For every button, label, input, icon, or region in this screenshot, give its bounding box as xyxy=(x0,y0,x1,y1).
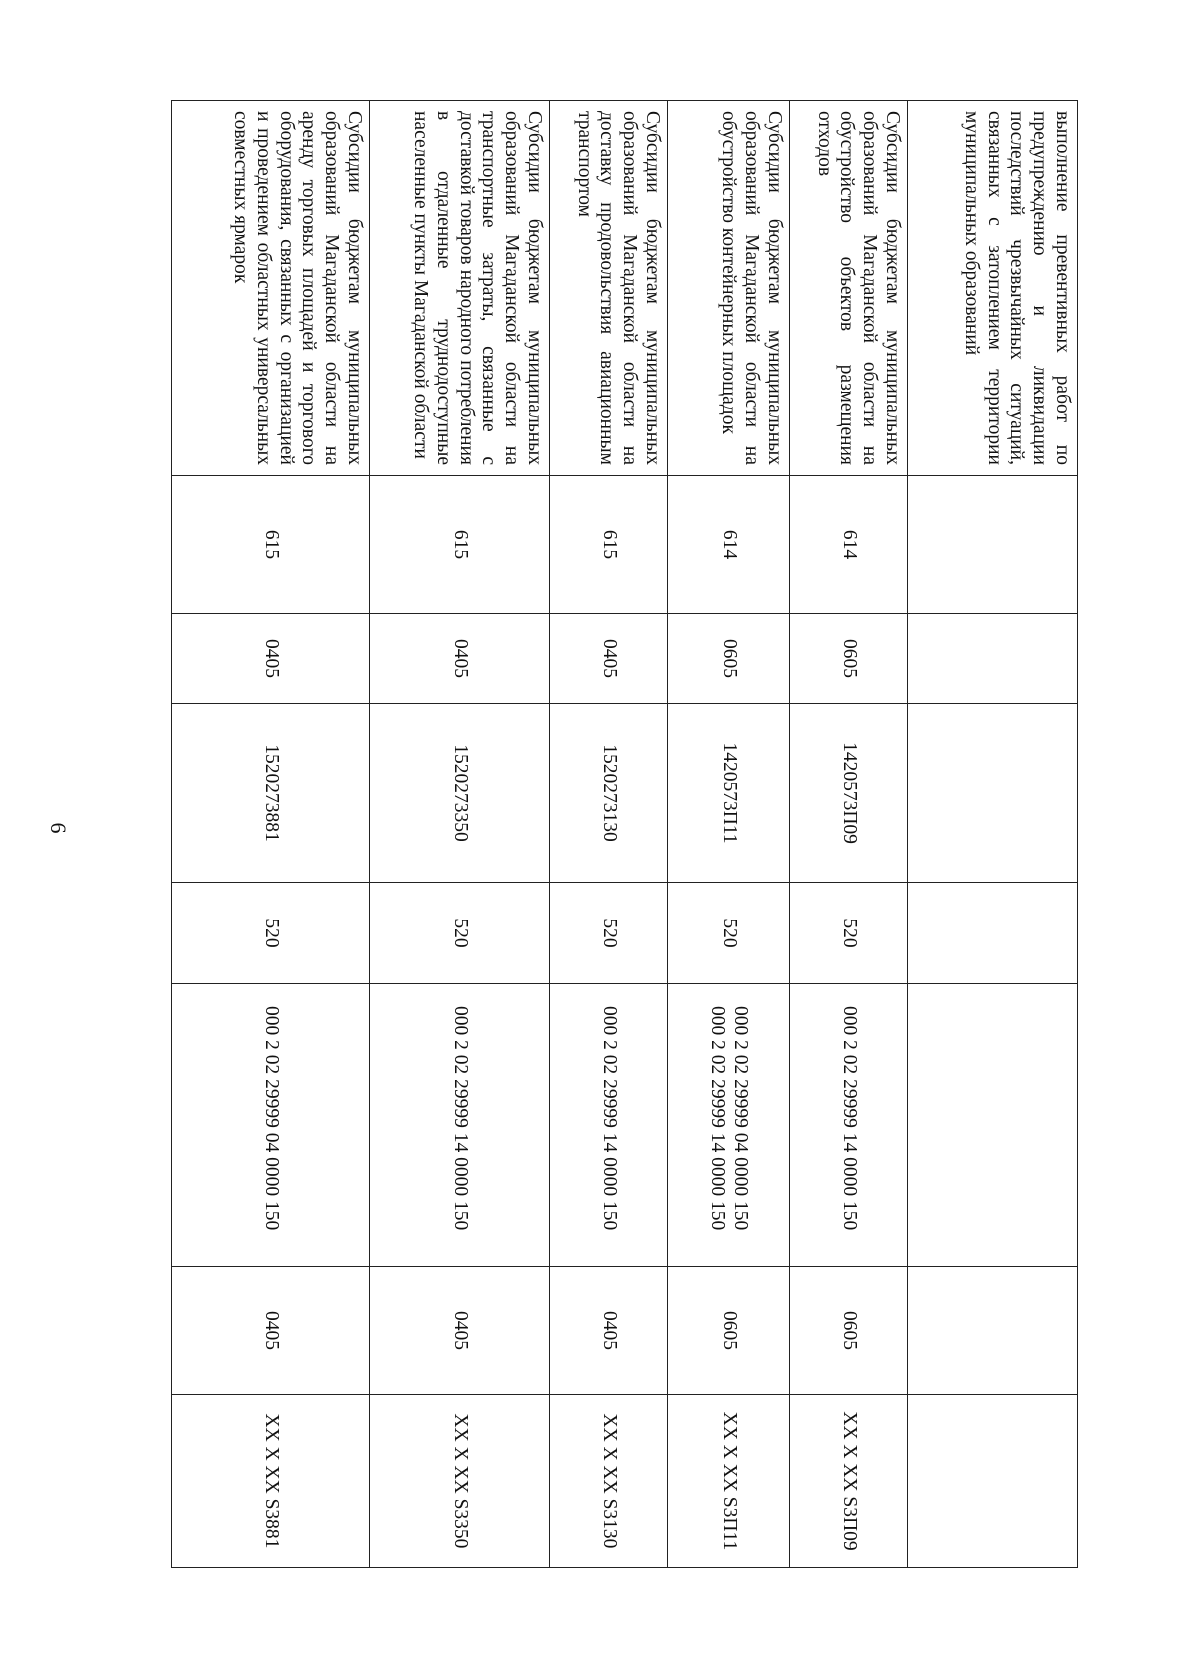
cell-code-a: 615 xyxy=(370,476,550,614)
cell-code-b: 0605 xyxy=(790,614,908,704)
row-description: Субсидии бюджетам муниципальных образований Магаданской области на аренду торговых площадей и торгового оборудования, связанных с организацией и проведением областных универсальных совместных ярмарок xyxy=(172,101,370,476)
row-description: выполнение превентивных работ по предупреждению и ликвидации последствий чрезвычайных ситуаций, связанных с затоплением территории муниципальных образований xyxy=(908,101,1078,476)
cell-code-c xyxy=(908,704,1078,883)
cell-code-b: 0605 xyxy=(668,614,790,704)
cell-code-a: 614 xyxy=(790,476,908,614)
cell-code-g: XX X XX S3П09 xyxy=(790,1395,908,1568)
cell-code-f: 0605 xyxy=(790,1267,908,1395)
cell-code-e: 000 2 02 29999 14 0000 150 xyxy=(370,984,550,1267)
cell-code-d: 520 xyxy=(172,883,370,984)
cell-code-c: 1520273350 xyxy=(370,704,550,883)
row-description: Субсидии бюджетам муниципальных образований Магаданской области на обустройство контейнерных площадок xyxy=(668,101,790,476)
cell-code-g: XX X XX S3130 xyxy=(550,1395,668,1568)
table-row xyxy=(172,101,370,1568)
subsidy-table xyxy=(171,100,1078,1568)
cell-code-a: 615 xyxy=(172,476,370,614)
cell-code-g: XX X XX S3350 xyxy=(370,1395,550,1568)
cell-code-c: 1420573П11 xyxy=(668,704,790,883)
cell-code-g: XX X XX S3881 xyxy=(172,1395,370,1568)
table-row xyxy=(908,101,1078,1568)
row-description: Субсидии бюджетам муниципальных образований Магаданской области на обустройство объектов размещения отходов xyxy=(790,101,908,476)
cell-code-a: 615 xyxy=(550,476,668,614)
table-row xyxy=(370,101,550,1568)
row-description: Субсидии бюджетам муниципальных образований Магаданской области на доставку продовольствия авиационным транспортом xyxy=(550,101,668,476)
cell-code-d xyxy=(908,883,1078,984)
cell-code-e: 000 2 02 29999 04 0000 150 xyxy=(172,984,370,1267)
cell-code-b: 0405 xyxy=(550,614,668,704)
cell-code-d: 520 xyxy=(550,883,668,984)
cell-code-c: 1420573П09 xyxy=(790,704,908,883)
cell-code-d: 520 xyxy=(668,883,790,984)
cell-code-e: 000 2 02 29999 04 0000 150 000 2 02 29999 14 0000 150 xyxy=(668,984,790,1267)
cell-code-c: 1520273130 xyxy=(550,704,668,883)
cell-code-g: XX X XX S3П11 xyxy=(668,1395,790,1568)
cell-code-d: 520 xyxy=(370,883,550,984)
cell-code-f: 0405 xyxy=(550,1267,668,1395)
cell-code-e xyxy=(908,984,1078,1267)
cell-code-a xyxy=(908,476,1078,614)
cell-code-e: 000 2 02 29999 14 0000 150 xyxy=(790,984,908,1267)
cell-code-f: 0605 xyxy=(668,1267,790,1395)
cell-code-g xyxy=(908,1395,1078,1568)
cell-code-b xyxy=(908,614,1078,704)
page-number: 6 xyxy=(46,822,71,834)
table-row xyxy=(550,101,668,1568)
cell-code-e: 000 2 02 29999 14 0000 150 xyxy=(550,984,668,1267)
row-description: Субсидии бюджетам муниципальных образований Магаданской области на транспортные затраты, связанные с доставкой товаров народного потребления в отдаленные труднодоступные населенные пункты Магаданской области xyxy=(370,101,550,476)
cell-code-a: 614 xyxy=(668,476,790,614)
cell-code-b: 0405 xyxy=(172,614,370,704)
cell-code-d: 520 xyxy=(790,883,908,984)
cell-code-f xyxy=(908,1267,1078,1395)
cell-code-f: 0405 xyxy=(172,1267,370,1395)
cell-code-b: 0405 xyxy=(370,614,550,704)
table-row xyxy=(790,101,908,1568)
cell-code-c: 1520273881 xyxy=(172,704,370,883)
document-table-wrapper xyxy=(172,100,1078,1567)
table-row xyxy=(668,101,790,1568)
cell-code-f: 0405 xyxy=(370,1267,550,1395)
